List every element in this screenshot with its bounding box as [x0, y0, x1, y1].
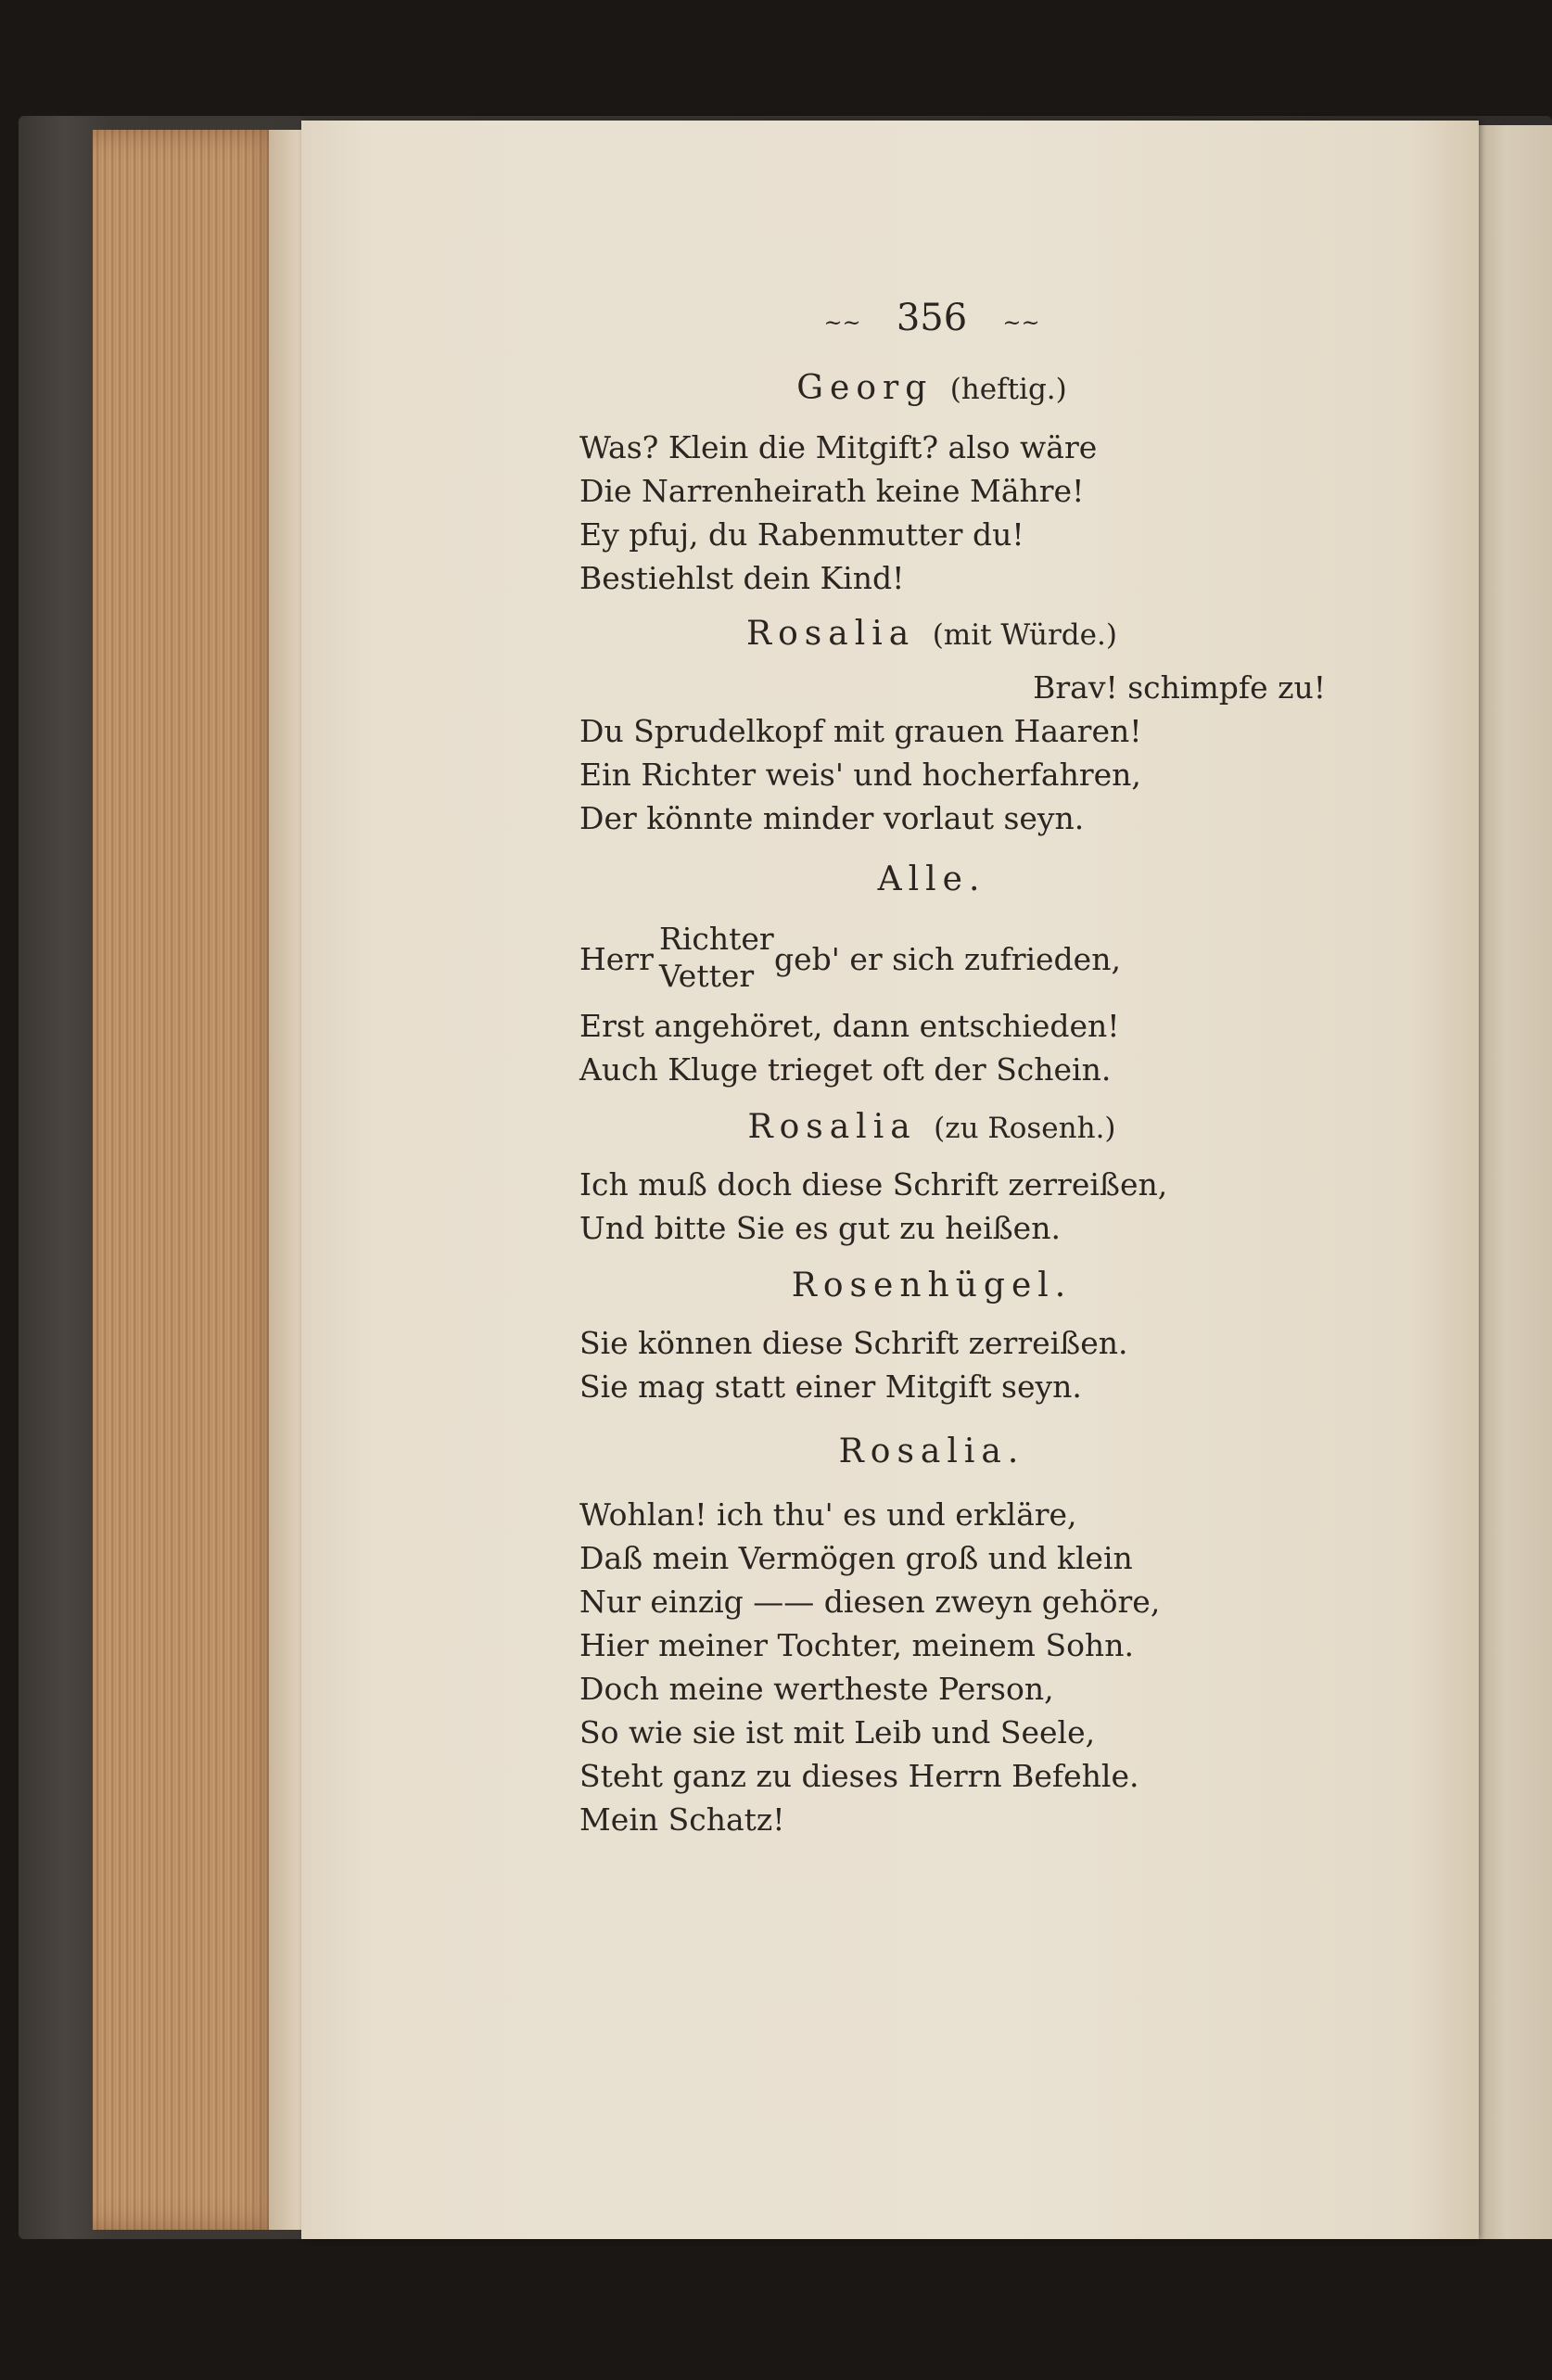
verse-line: So wie sie ist mit Leib und Seele,	[579, 1714, 1096, 1750]
page-edges	[93, 130, 287, 2230]
stage-direction: (heftig.)	[949, 373, 1067, 406]
speaker-heading	[579, 369, 1284, 407]
verse-line: Was? Klein die Mitgift? also wäre	[579, 429, 1098, 465]
speaker-heading	[579, 1108, 1284, 1146]
verse-line: Daß mein Vermögen groß und klein	[579, 1540, 1133, 1576]
verse-block	[579, 1163, 1284, 1250]
verse-line: Bestiehlst dein Kind!	[579, 560, 905, 596]
verse-line: Nur einzig —— diesen zweyn gehöre,	[579, 1584, 1161, 1620]
facing-page-edge	[1476, 125, 1552, 2239]
verse-block	[579, 1004, 1284, 1091]
speaker-name: Rosalia	[746, 615, 916, 653]
page-header	[579, 297, 1284, 339]
verse-line: Doch meine wertheste Person,	[579, 1671, 1054, 1707]
verse-word-vetter: Vetter	[659, 958, 755, 994]
stage-direction: (mit Würde.)	[932, 618, 1117, 652]
verse-block	[579, 1493, 1284, 1841]
verse-line: Sie können diese Schrift zerreißen.	[579, 1325, 1128, 1361]
verse-line: Der könnte minder vorlaut seyn.	[579, 800, 1085, 836]
verse-line: Erst angehöret, dann entschieden!	[579, 1008, 1120, 1044]
ornament-right: ~~	[1002, 310, 1040, 336]
ornament-left: ~~	[823, 310, 861, 336]
verse-line: Ey pfuj, du Rabenmutter du!	[579, 516, 1024, 553]
page-text	[579, 297, 1326, 1841]
verse-line: Ich muß doch diese Schrift zerreißen,	[579, 1166, 1168, 1203]
verse-word-herr: Herr	[579, 941, 654, 977]
verse-line: Die Narrenheirath keine Mähre!	[579, 473, 1085, 509]
verse-line: Steht ganz zu dieses Herrn Befehle.	[579, 1758, 1139, 1794]
page-number: 356	[896, 297, 968, 339]
verse-bracket-line	[579, 921, 1284, 1004]
speaker-name: Rosalia.	[838, 1432, 1025, 1470]
verse-line: Auch Kluge trieget oft der Schein.	[579, 1051, 1112, 1088]
verse-line: Mein Schatz!	[579, 1801, 785, 1838]
speaker-name: Alle.	[877, 860, 986, 898]
speaker-heading	[579, 1432, 1284, 1470]
speaker-heading	[579, 615, 1284, 653]
verse-word-richter: Richter	[659, 921, 774, 957]
speaker-heading	[579, 860, 1284, 898]
speaker-heading	[579, 1266, 1284, 1305]
verse-line: Sie mag statt einer Mitgift seyn.	[579, 1368, 1082, 1405]
verse-line: Und bitte Sie es gut zu heißen.	[579, 1210, 1061, 1246]
verse-line: Ein Richter weis' und hocherfahren,	[579, 757, 1141, 793]
verse-block	[579, 426, 1284, 600]
verse-block	[579, 666, 1326, 840]
speaker-name: Rosenhügel.	[791, 1266, 1073, 1305]
verse-rest: geb' er sich zufrieden,	[774, 941, 1121, 977]
verse-line: Du Sprudelkopf mit grauen Haaren!	[579, 713, 1142, 749]
verse-line: Wohlan! ich thu' es und erkläre,	[579, 1496, 1077, 1533]
speaker-name: Rosalia	[747, 1108, 917, 1146]
speaker-name: Georg	[796, 369, 934, 407]
verse-line: Brav! schimpfe zu!	[1033, 669, 1326, 706]
stage-direction: (zu Rosenh.)	[934, 1112, 1116, 1145]
verse-line: Hier meiner Tochter, meinem Sohn.	[579, 1627, 1134, 1663]
verse-block	[579, 1321, 1284, 1408]
